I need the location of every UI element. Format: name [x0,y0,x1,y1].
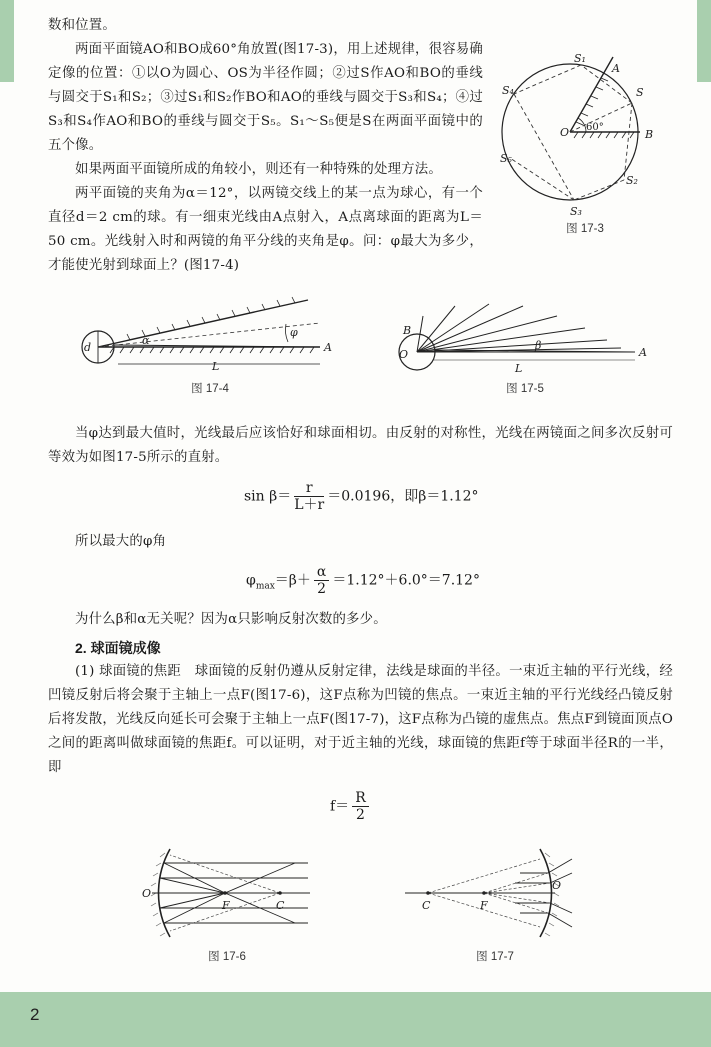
label-f: F [480,899,488,912]
label-o: O [552,879,562,892]
label-o: O [399,348,409,361]
label-s4: S₄ [502,84,514,97]
figure-17-6 [130,843,320,943]
formula-phi-subscript: max [255,581,275,592]
label-b: B [403,324,412,337]
label-f: F [222,899,230,912]
paragraph-sixty-degree-mirrors: 两面平面镜AO和BO成60°角放置(图17-3)，用上述规律，很容易确定像的位置：①以O为圆心、OS为半径作圆；②过S作AO和BO的垂线与圆交于S₁和S₂；③过S₁和S₂作BO和AO的垂线与圆交于S₃和S₄；④过S₃和S₄作AO和BO的垂线与圆交于S₅。S₁～S₅便是S在两面平面镜中的五个像。 [48,42,483,153]
section-heading-spherical-mirror: 2. 球面镜成像 [75,640,161,656]
label-a: A [639,346,647,359]
label-s1: S₁ [574,52,586,65]
label-s3: S₃ [570,205,582,218]
label-alpha: α [142,334,150,347]
label-beta: β [535,339,542,352]
label-phi: φ [290,326,298,339]
formula-f-denominator: 2 [356,807,365,823]
label-l: L [212,360,220,373]
formula-phi-denominator: 2 [317,581,327,597]
figure-17-7 [400,843,590,943]
figure-17-3 [490,50,665,235]
footer-color-band [0,992,711,1047]
formula-phi-eq: ＝β＋ [274,572,311,589]
paragraph-why: 为什么β和α无关呢？因为α只影响反射次数的多少。 [75,612,387,627]
figure-17-4 [70,292,340,377]
paragraph-focal-length: (1) 球面镜的焦距 球面镜的反射仍遵从反射定律，法线是球面的半径。一束近主轴的平行光线，经凹镜反射后将会聚于主轴上一点F(图17-6)，这F点称为凹镜的焦点。一束近主轴的平行光线经凸镜反射后将发散，光线反向延长可会聚于主轴上一点F(图17-7)，这F点称为凸镜的虚焦点。焦点F到镜面顶点O之间的距离叫做球面镜的焦距f。可以证明，对于近主轴的光线，球面镜的焦距f等于球面半径R的一半，即 [48,664,674,775]
formula-f-numerator: R [352,790,369,807]
formula-f-lhs: f＝ [330,798,350,815]
label-d: d [84,341,92,354]
formula-sin-numerator: r [294,480,324,497]
label-l: L [515,362,523,375]
label-s5: S₅ [500,152,512,165]
caption-figure-17-3: 图 17-3 [566,223,604,235]
caption-figure-17-4: 图 17-4 [191,383,229,395]
formula-phi-numerator: α [314,564,329,581]
label-a: A [612,62,620,75]
top-left-color-band [0,0,14,82]
paragraph-max-phi: 所以最大的φ角 [75,534,167,549]
formula-sin-beta [244,480,479,513]
paragraph-problem: 两平面镜的夹角为α＝12°，以两镜交线上的某一点为球心，有一个直径d＝2 cm的球。有一细束光线由A点射入，A点离球面的距离为L＝50 cm。光线射入时和两镜的角平分线的夹角是φ。问：φ最大为多少，才能使光射到球面上？(图17-4) [48,186,483,273]
label-s2: S₂ [626,174,638,187]
page-number: 2 [30,1005,40,1024]
label-a: A [324,341,332,354]
label-b: B [645,128,654,141]
formula-sin-rhs: ＝0.0196，即β＝1.12° [327,488,479,505]
caption-figure-17-5: 图 17-5 [506,383,544,395]
caption-figure-17-7: 图 17-7 [476,951,514,963]
label-s: S [636,86,644,99]
formula-phi-rhs: ＝1.12°＋6.0°＝7.12° [332,572,480,589]
label-angle-60: 60° [586,122,604,133]
figure-17-5 [385,292,665,377]
formula-sin-denominator: L＋r [294,497,325,513]
paragraph-intro-tail: 数和位置。 [48,18,116,33]
top-right-color-band [697,0,711,82]
paragraph-small-angle: 如果两面平面镜所成的角较小，则还有一种特殊的处理方法。 [75,162,442,177]
caption-figure-17-6: 图 17-6 [208,951,246,963]
label-c: C [422,899,431,912]
formula-phi-max [246,564,480,597]
formula-sin-lhs: sin β＝ [244,488,292,505]
paragraph-tangent: 当φ达到最大值时，光线最后应该恰好和球面相切。由反射的对称性，光线在两镜面之间多次反射可等效为如图17-5所示的直射。 [48,426,673,465]
label-o: O [142,887,152,900]
formula-f-equals-r-over-2 [330,790,372,823]
formula-phi-lhs: φ [246,572,256,589]
label-c: C [276,899,285,912]
label-o: O [560,126,570,139]
